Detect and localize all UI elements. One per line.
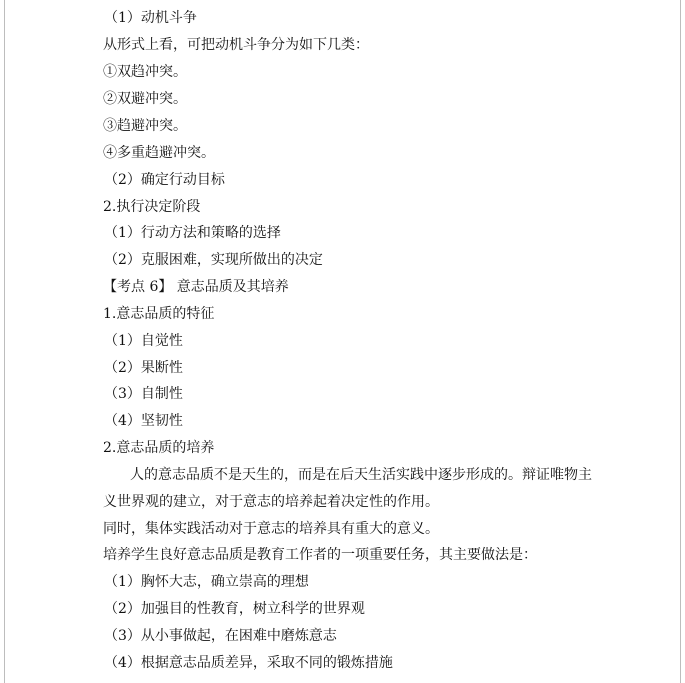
text-line: 培养学生良好意志品质是教育工作者的一项重要任务，其主要做法是： [103,547,537,563]
text-line: （2）确定行动目标 [104,172,225,188]
text-line: （1）动机斗争 [104,10,197,26]
text-line: 2.执行决定阶段 [103,199,201,215]
text-line: 同时，集体实践活动对于意志的培养具有重大的意义。 [103,521,439,537]
text-line: （2）果断性 [104,360,183,376]
text-line: （2）加强目的性教育，树立科学的世界观 [104,601,365,617]
text-line: ②双避冲突。 [103,91,187,107]
text-line: ③趋避冲突。 [103,118,187,134]
text-line: 1.意志品质的特征 [103,306,215,322]
text-line: （4）根据意志品质差异，采取不同的锻炼措施 [104,655,393,671]
text-line: 【考点 6】 意志品质及其培养 [103,279,289,295]
text-line: ④多重趋避冲突。 [103,145,215,161]
text-line: ①双趋冲突。 [103,64,187,80]
text-line: 义世界观的建立，对于意志的培养起着决定性的作用。 [103,494,439,510]
text-line: （1）行动方法和策略的选择 [104,225,281,241]
text-line: （1）胸怀大志，确立崇高的理想 [104,574,309,590]
text-line: （3）自制性 [104,386,183,402]
text-line: （1）自觉性 [104,333,183,349]
text-line: （2）克服困难，实现所做出的决定 [104,252,323,268]
text-line: （4）坚韧性 [104,413,183,429]
text-line: 2.意志品质的培养 [103,440,215,456]
text-line: （3）从小事做起，在困难中磨炼意志 [104,628,337,644]
text-line: 人的意志品质不是天生的，而是在后天生活实践中逐步形成的。辩证唯物主 [130,467,592,483]
text-line: 从形式上看，可把动机斗争分为如下几类： [103,37,369,53]
